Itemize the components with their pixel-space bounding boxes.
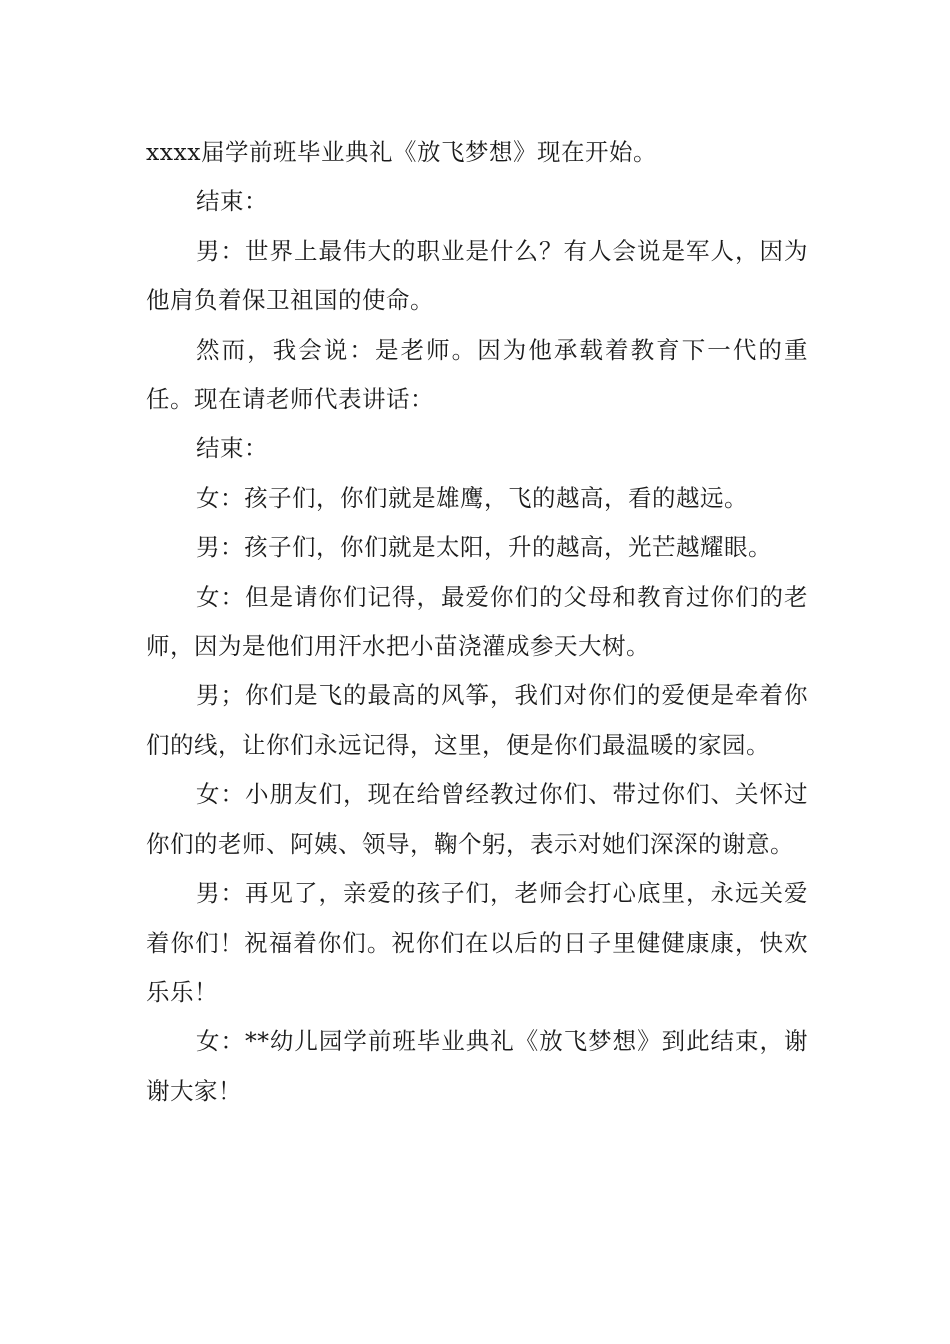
paragraph-opening: xxxx届学前班毕业典礼《放飞梦想》现在开始。	[146, 138, 658, 166]
paragraph-end-marker-1: 结束：	[196, 187, 268, 216]
paragraph-male-4: 男：再见了，亲爱的孩子们，老师会打心底里，永远关爱着你们！祝福着你们。祝你们在以后的日子里健健康康，快欢乐乐！	[146, 879, 808, 1006]
paragraph-female-2: 女：但是请你们记得，最爱你们的父母和教育过你们的老师，因为是他们用汗水把小苗浇灌成参天大树。	[146, 582, 808, 661]
document-page	[146, 128, 808, 1116]
paragraph-end-marker-2: 结束：	[196, 434, 268, 463]
paragraph-female-1: 女：孩子们，你们就是雄鹰，飞的越高，看的越远。	[196, 483, 748, 512]
paragraph-teacher-intro: 然而，我会说：是老师。因为他承载着教育下一代的重任。现在请老师代表讲话：	[146, 335, 808, 414]
paragraph-male-1: 男：世界上最伟大的职业是什么？有人会说是军人，因为他肩负着保卫祖国的使命。	[146, 236, 808, 315]
paragraph-female-3: 女：小朋友们，现在给曾经教过你们、带过你们、关怀过你们的老师、阿姨、领导，鞠个躬，表示对她们深深的谢意。	[146, 780, 808, 858]
paragraph-male-2: 男：孩子们，你们就是太阳，升的越高，光芒越耀眼。	[196, 533, 772, 562]
paragraph-male-3: 男；你们是飞的最高的风筝，我们对你们的爱便是牵着你们的线，让你们永远记得，这里，便是你们最温暖的家园。	[146, 681, 808, 759]
paragraph-closing: 女：**幼儿园学前班毕业典礼《放飞梦想》到此结束，谢谢大家！	[146, 1027, 808, 1105]
